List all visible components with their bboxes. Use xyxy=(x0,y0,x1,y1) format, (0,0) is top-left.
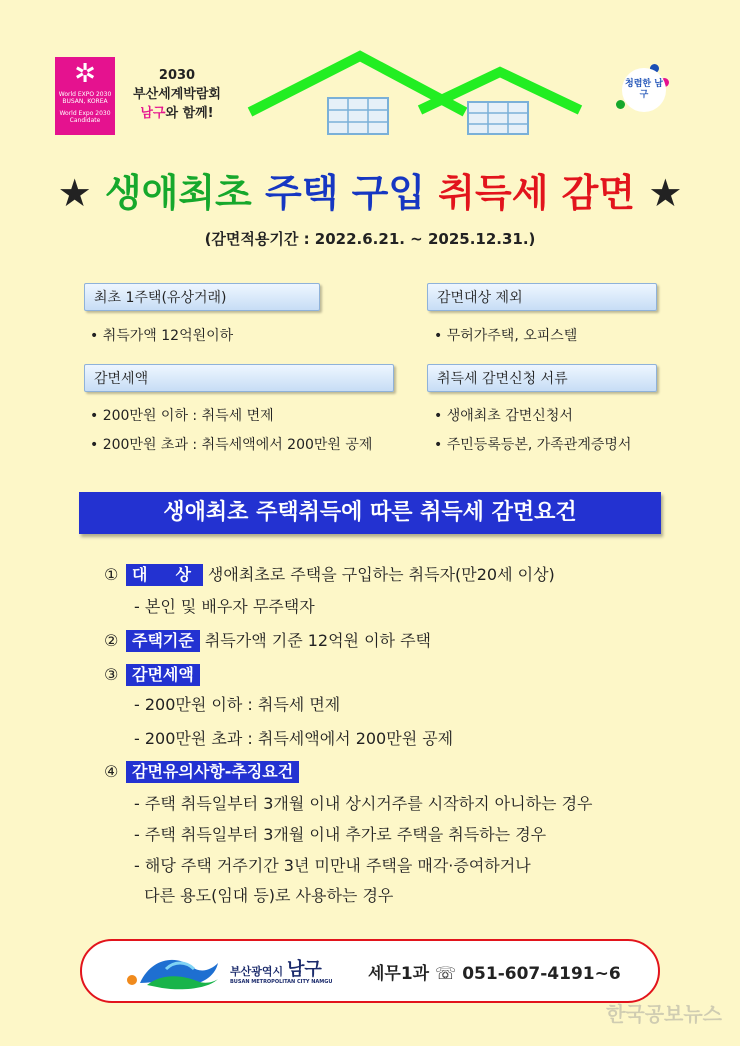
requirement-sub: - 200만원 이하 : 취득세 면제 xyxy=(134,695,341,714)
application-period: (감면적용기간 : 2022.6.21. ~ 2025.12.31.) xyxy=(204,230,536,248)
org-name-en: BUSAN METROPOLITAN CITY NAMGU xyxy=(230,979,333,985)
requirement-sub: - 주택 취득일부터 3개월 이내 상시거주를 시작하지 아니하는 경우 xyxy=(134,794,593,813)
org-name xyxy=(230,955,322,981)
expo-logo-line2: BUSAN, KOREA xyxy=(62,98,108,105)
footer-contact xyxy=(80,939,660,1003)
star-icon: ★ xyxy=(57,171,92,215)
requirement-sub: - 200만원 초과 : 취득세액에서 200만원 공제 xyxy=(134,729,454,748)
requirement-3 xyxy=(104,664,205,686)
section-exclusion-item: • 무허가주택, 오피스텔 xyxy=(434,328,578,344)
department: 세무1과 xyxy=(368,964,430,984)
contact-info xyxy=(368,959,621,984)
requirement-number: ② xyxy=(104,631,119,650)
requirement-tag: 주택기준 xyxy=(126,630,200,652)
expo-emblem-icon: ✲ xyxy=(74,59,96,89)
section-first-home-item: • 취득가액 12억원이하 xyxy=(90,328,234,344)
decor-dot-icon xyxy=(616,100,625,109)
requirement-text: 취득가액 기준 12억원 이하 주택 xyxy=(204,631,432,650)
section-reduction-item: • 200만원 이하 : 취득세 면제 xyxy=(90,408,274,424)
expo-with-highlight: 남구 xyxy=(140,106,166,121)
house-roof-icon xyxy=(240,50,590,145)
org-name-big: 남구 xyxy=(286,959,322,980)
requirement-number: ④ xyxy=(104,762,119,781)
section-documents-item: • 생애최초 감면신청서 xyxy=(434,408,573,424)
section-reduction-item: • 200만원 초과 : 취득세액에서 200만원 공제 xyxy=(90,437,373,453)
requirement-1 xyxy=(104,564,555,586)
phone-icon: ☏ xyxy=(435,964,457,984)
title-part3: 취득세 감면 xyxy=(438,171,636,215)
window-icon xyxy=(468,102,528,134)
expo-logo-line3: World Expo 2030 Candidate xyxy=(59,110,111,124)
watermark: 한국공보뉴스 xyxy=(606,1002,722,1026)
expo-logo-line1: World EXPO 2030 xyxy=(58,91,112,98)
section-documents-heading: 취득세 감면신청 서류 xyxy=(427,364,657,392)
requirement-text: 생애최초로 주택을 구입하는 취득자(만20세 이상) xyxy=(207,565,555,584)
requirement-tag: 감면세액 xyxy=(126,664,200,686)
expo-logo xyxy=(55,57,115,135)
requirement-number: ① xyxy=(104,565,119,584)
integrity-badge: 청렴한 남구 xyxy=(622,68,666,112)
section-exclusion-heading: 감면대상 제외 xyxy=(427,283,657,311)
expo-name: 부산세계박람회 xyxy=(133,87,221,102)
requirement-2 xyxy=(104,630,431,652)
expo-year: 2030 xyxy=(158,68,196,83)
title-part1: 생애최초 xyxy=(104,171,252,215)
title-part2: 주택 구입 xyxy=(265,171,426,215)
expo-with-rest: 와 함께! xyxy=(165,106,214,121)
org-name-small: 부산광역시 xyxy=(230,965,284,978)
section-reduction-heading: 감면세액 xyxy=(84,364,394,392)
namgu-logo-icon xyxy=(122,953,222,991)
requirement-sub: - 주택 취득일부터 3개월 이내 추가로 주택을 취득하는 경우 xyxy=(134,825,547,844)
requirement-sub: 다른 용도(임대 등)로 사용하는 경우 xyxy=(134,886,394,905)
expo-slogan xyxy=(122,66,232,123)
requirement-sub: - 본인 및 배우자 무주택자 xyxy=(134,597,315,616)
window-icon xyxy=(328,98,388,134)
phone-number: 051-607-4191~6 xyxy=(462,964,621,984)
page-title xyxy=(0,162,740,217)
section-documents-item: • 주민등록등본, 가족관계증명서 xyxy=(434,437,632,453)
section-first-home-heading: 최초 1주택(유상거래) xyxy=(84,283,320,311)
requirement-tag: 감면유의사항-추징요건 xyxy=(126,761,299,783)
requirement-sub: - 해당 주택 거주기간 3년 미만내 주택을 매각·증여하거나 xyxy=(134,856,531,875)
star-icon: ★ xyxy=(648,171,683,215)
requirements-banner: 생애최초 주택취득에 따른 취득세 감면요건 xyxy=(79,492,661,534)
requirement-tag: 대 상 xyxy=(126,564,203,586)
requirement-number: ③ xyxy=(104,665,119,684)
requirement-4 xyxy=(104,761,304,783)
